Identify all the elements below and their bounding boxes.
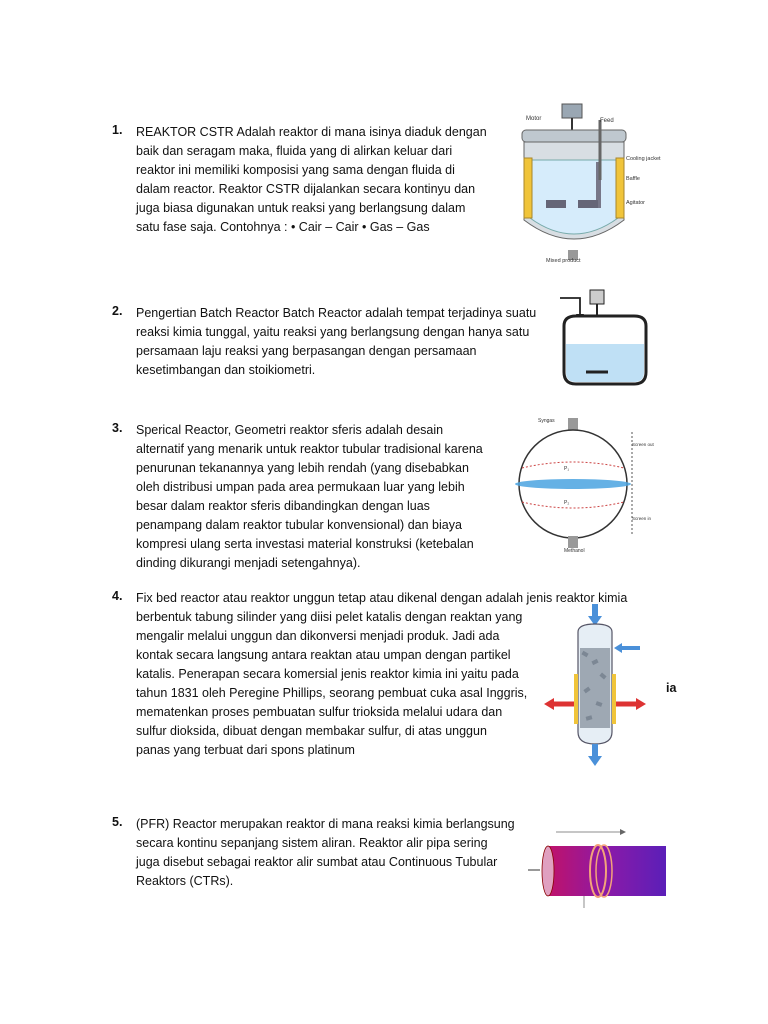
text-line: panas yang terbuat dari spons platinum (136, 743, 355, 757)
text-line: tahun 1831 oleh Peregine Phillips, seorang pembuat cuka asal Inggris, (136, 686, 528, 700)
figure-label: Screen out (632, 442, 654, 447)
figure-label: Motor (526, 116, 542, 122)
figure-label: Screen in (632, 516, 652, 521)
spherical-reactor-figure (508, 412, 668, 554)
batch-reactor-figure (550, 286, 660, 392)
item-1-number: 1. (112, 123, 123, 137)
text-line: penurunan tekanannya yang lebih rendah (yang disebabkan (136, 461, 469, 475)
text-line: persamaan laju reaksi yang berpasangan dengan persamaan (136, 344, 477, 358)
pfr-reactor-figure (520, 822, 670, 914)
text-line: alternatif yang menarik untuk reaktor tubular tradisional karena (136, 442, 483, 456)
figure-label: Syngas (538, 418, 555, 424)
figure-label: P₂ (564, 500, 570, 506)
text-line: kompresi ulang serta investasi material konstruksi (ketebalan (136, 537, 474, 551)
text-line: REAKTOR CSTR Adalah reaktor di mana isinya diaduk dengan (136, 125, 487, 139)
item-5-number: 5. (112, 815, 123, 829)
fixed-bed-reactor-figure (540, 604, 650, 772)
stray-text: ia (666, 681, 677, 695)
text-line: Sperical Reactor, Geometri reaktor sferis adalah desain (136, 423, 444, 437)
text-line: besar dalam reaktor sferis dibandingkan dengan luas (136, 499, 430, 513)
figure-label: Cooling jacket (626, 156, 661, 162)
item-3-number: 3. (112, 421, 123, 435)
text-line: Fix bed reactor atau reaktor unggun tetap atau dikenal dengan adalah jenis reaktor kimia (136, 591, 628, 605)
text-line: berbentuk tabung silinder yang diisi pelet katalis dengan reaktan yang (136, 610, 523, 624)
item-3-text (136, 421, 496, 573)
text-line: sulfur dioksida, dibuat dengan membakar sulfur, di atas unggun (136, 724, 487, 738)
item-2-text (136, 304, 548, 380)
figure-label: Feed (600, 118, 614, 124)
figure-label: Baffle (626, 176, 640, 182)
item-5-text (136, 815, 515, 891)
text-line: mematenkan proses pembuatan sulfur trioksida melalui udara dan (136, 705, 503, 719)
text-line: kontak secara langsung antara reaktan atau umpan dengan partikel (136, 648, 511, 662)
item-4-number: 4. (112, 589, 123, 603)
text-line: penampang dalam reaktor tubular konvensional) dan biaya (136, 518, 462, 532)
item-2-number: 2. (112, 304, 123, 318)
cstr-reactor-figure (508, 100, 683, 265)
text-line: mengalir melalui unggun dan dikonversi menjadi produk. Jadi ada (136, 629, 500, 643)
text-line: dinding dikurangi menjadi setengahnya). (136, 556, 361, 570)
text-line: reaktor ini memiliki komposisi yang sama dengan fluida di (136, 163, 455, 177)
motor-box (562, 104, 582, 118)
item-1-text (136, 123, 488, 237)
figure-label: P₁ (564, 466, 570, 472)
text-line: juga disebut sebagai reaktor alir sumbat atau Continuous Tubular (136, 855, 498, 869)
text-line: reaksi kimia tunggal, yaitu reaksi yang berlangsung dengan hanya satu (136, 325, 530, 339)
text-line: dalam reactor. Reaktor CSTR dijalankan secara kontinyu dan (136, 182, 476, 196)
text-line: secara kontinu sepanjang sistem aliran. Reaktor alir pipa sering (136, 836, 488, 850)
text-line: kesetimbangan dan stoikiometri. (136, 363, 316, 377)
figure-label: Agitator (626, 200, 645, 206)
item-4-text (136, 608, 528, 760)
text-line: katalis. Penerapan secara komersial jenis reaktor kimia ini yaitu pada (136, 667, 519, 681)
figure-label: Methanol (564, 548, 585, 554)
figure-label: Mixed product (546, 258, 581, 264)
text-line: Pengertian Batch Reactor Batch Reactor adalah tempat terjadinya suatu (136, 306, 537, 320)
text-line: juga biasa digunakan untuk reaksi yang berlangsung dalam (136, 201, 466, 215)
text-line: baik dan seragam maka, fluida yang di alirkan keluar dari (136, 144, 453, 158)
text-line: satu fase saja. Contohnya : • Cair – Cair • Gas – Gas (136, 220, 430, 234)
text-line: Reaktors (CTRs). (136, 874, 234, 888)
text-line: (PFR) Reactor merupakan reaktor di mana reaksi kimia berlangsung (136, 817, 515, 831)
text-line: oleh distribusi umpan pada area permukaan luar yang lebih (136, 480, 465, 494)
